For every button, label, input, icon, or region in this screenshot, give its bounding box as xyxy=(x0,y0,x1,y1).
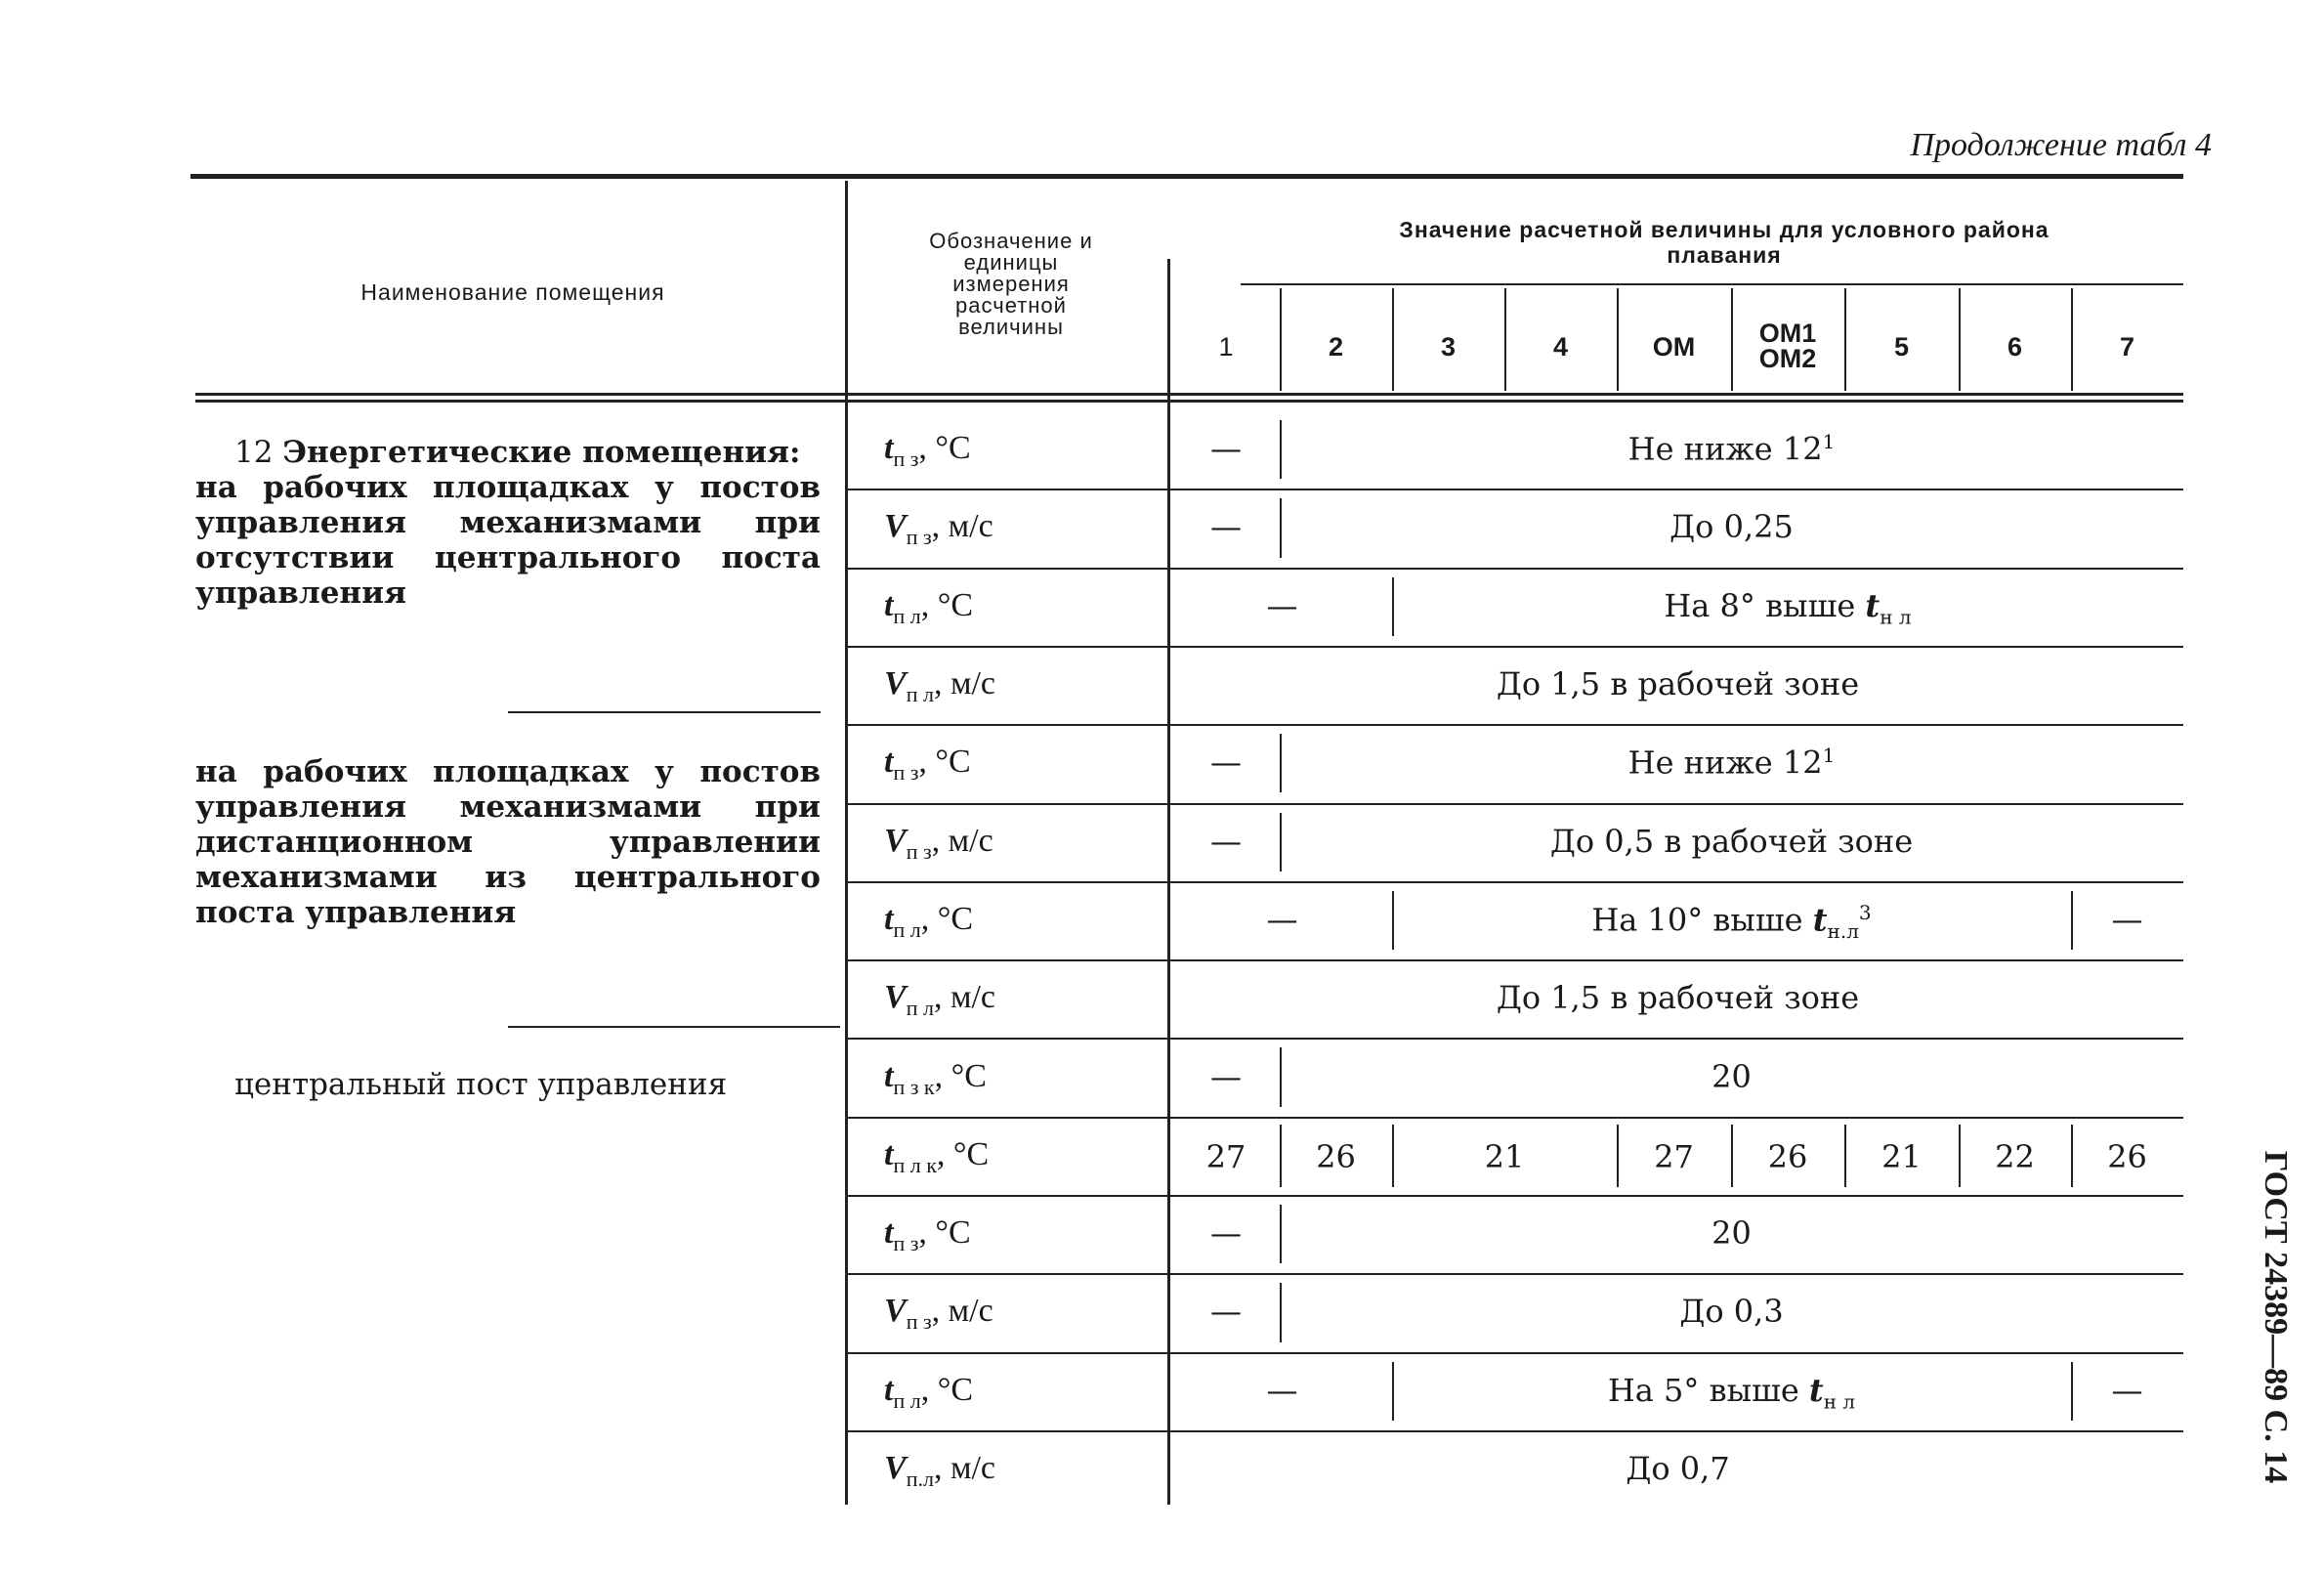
symbol-unit: , °С xyxy=(920,1371,973,1408)
row-symbol xyxy=(884,901,973,943)
value-cell: 21 xyxy=(1484,1137,1525,1175)
room-name-2-rest: на рабочих площадках у постов управления механизмами при дистанционном управлении механизмами из центрального поста управления xyxy=(195,754,821,930)
row-rule xyxy=(845,1195,2183,1197)
value-divider xyxy=(2071,891,2073,950)
row-symbol xyxy=(884,508,993,550)
region-divider xyxy=(2071,288,2073,391)
region-col-6: ОМ1 ОМ2 xyxy=(1758,319,1817,373)
dash-cell: — xyxy=(1210,430,1242,468)
continuation-label: Продолжение табл 4 xyxy=(1910,127,2212,163)
value-cell: 22 xyxy=(1995,1137,2035,1175)
row-rule xyxy=(845,803,2183,805)
value-text: До 0,25 xyxy=(1669,508,1794,546)
value-text: До 1,5 в рабочей зоне xyxy=(1496,979,1860,1017)
region-divider xyxy=(1959,288,1961,391)
symbol-subscript: п з xyxy=(893,1230,919,1255)
symbol-letter: V xyxy=(884,508,907,545)
value-divider xyxy=(1617,1125,1619,1187)
value-cell xyxy=(1280,823,2183,860)
value-cell: 26 xyxy=(1316,1137,1356,1175)
room-name-1-prefix: 12 xyxy=(234,435,283,470)
symbol-unit: , м/с xyxy=(933,665,996,702)
symbol-letter: V xyxy=(884,1450,907,1487)
region-col-4: 4 xyxy=(1552,332,1569,362)
value-symbol: t xyxy=(1865,586,1880,624)
region-divider xyxy=(1392,288,1394,391)
symbol-letter: t xyxy=(884,1135,894,1172)
row-rule xyxy=(845,724,2183,726)
region-col-7: 5 xyxy=(1893,332,1910,362)
dash-cell: — xyxy=(1210,822,1242,860)
symbol-unit: , °С xyxy=(920,900,973,937)
region-col-8: 6 xyxy=(2007,332,2023,362)
symbol-unit: , м/с xyxy=(931,822,993,859)
room-name-1-bold: Энергетические помещения: xyxy=(282,435,801,470)
value-subscript: н.л xyxy=(1827,918,1859,943)
row-rule xyxy=(845,1273,2183,1275)
symbol-letter: t xyxy=(884,1057,894,1094)
symbol-unit: , м/с xyxy=(933,1450,996,1487)
symbol-letter: t xyxy=(884,900,894,937)
dash-cell-7: — xyxy=(2111,900,2143,938)
row-rule xyxy=(845,1038,2183,1040)
symbol-unit: , м/с xyxy=(933,979,996,1016)
region-col-9: 7 xyxy=(2119,332,2135,362)
region-divider xyxy=(1504,288,1506,391)
value-footnote: 1 xyxy=(1822,744,1836,768)
symbol-subscript: п л xyxy=(906,681,934,706)
symbol-subscript: п л xyxy=(893,1387,921,1413)
row-rule xyxy=(845,881,2183,883)
dash-cell-7: — xyxy=(2111,1371,2143,1409)
value-text: 20 xyxy=(1711,1214,1752,1253)
row-rule xyxy=(845,1352,2183,1354)
value-text: Не ниже 12 xyxy=(1627,430,1823,468)
symbol-unit: , °С xyxy=(918,1214,971,1252)
value-cell xyxy=(1280,430,2183,468)
row-symbol xyxy=(884,587,973,629)
region-header-rule xyxy=(1241,283,2183,285)
value-cell xyxy=(1172,665,2183,702)
value-cell xyxy=(1280,1293,2183,1330)
value-footnote: 1 xyxy=(1822,430,1836,454)
symbol-unit: , °С xyxy=(934,1057,987,1094)
value-subscript: н л xyxy=(1880,605,1912,629)
region-divider xyxy=(1280,288,1282,391)
document-code xyxy=(2256,1122,2295,1512)
dash-cell: — xyxy=(1266,586,1298,624)
symbol-letter: t xyxy=(884,744,894,781)
dash-cell: — xyxy=(1210,508,1242,546)
symbol-subscript: п з xyxy=(906,525,932,550)
value-divider xyxy=(2071,1125,2073,1187)
value-cell xyxy=(1392,587,2183,628)
symbol-letter: V xyxy=(884,1293,907,1330)
top-rule xyxy=(190,174,2183,179)
row-rule xyxy=(845,489,2183,490)
region-col-3: 3 xyxy=(1440,332,1457,362)
symbol-letter: t xyxy=(884,586,894,623)
value-cell: 26 xyxy=(2107,1137,2147,1175)
header-bottom-rule-2 xyxy=(195,400,2183,403)
value-divider xyxy=(1959,1125,1961,1187)
room-name-2 xyxy=(195,754,821,930)
row-symbol xyxy=(884,1214,971,1256)
symbol-letter: t xyxy=(884,1371,894,1408)
dash-cell: — xyxy=(1210,744,1242,782)
value-cell: 27 xyxy=(1654,1137,1694,1175)
dash-cell: — xyxy=(1266,1371,1298,1409)
row-symbol xyxy=(884,430,971,472)
symbol-subscript: п з xyxy=(893,446,919,471)
symbol-subscript: п з к xyxy=(893,1074,935,1099)
region-divider xyxy=(1844,288,1846,391)
value-divider xyxy=(1844,1125,1846,1187)
value-cell xyxy=(1280,508,2183,545)
symbol-unit: , °С xyxy=(936,1135,990,1172)
row-symbol xyxy=(884,744,971,786)
room-name-3-rest: центральный пост управления xyxy=(234,1067,728,1102)
room-name-1 xyxy=(195,435,821,611)
value-cell xyxy=(1172,979,2183,1016)
symbol-subscript: п з xyxy=(906,1309,932,1335)
value-text: Не ниже 12 xyxy=(1627,744,1823,782)
row-rule xyxy=(845,1117,2183,1119)
symbol-subscript: п л xyxy=(893,916,921,942)
symbol-unit: , м/с xyxy=(931,508,993,545)
symbol-subscript: п з xyxy=(906,838,932,864)
symbol-letter: t xyxy=(884,430,894,467)
col-values-header: Значение расчетной величины для условного района плавания xyxy=(1399,217,2049,268)
value-subscript: н л xyxy=(1823,1389,1856,1414)
value-cell xyxy=(1392,1372,2071,1413)
value-text: До 1,5 в рабочей зоне xyxy=(1496,665,1860,703)
symbol-subscript: п.л xyxy=(906,1466,934,1491)
col-divider-name xyxy=(845,181,848,1505)
symbol-subscript: п з xyxy=(893,760,919,786)
dash-cell: — xyxy=(1210,1057,1242,1095)
dash-cell: — xyxy=(1266,900,1298,938)
value-text: На 8° выше xyxy=(1664,586,1866,624)
value-text: 20 xyxy=(1711,1057,1752,1095)
row-rule xyxy=(845,568,2183,570)
value-text: До 0,5 в рабочей зоне xyxy=(1549,822,1914,860)
row-rule xyxy=(845,959,2183,961)
row-symbol xyxy=(884,1372,973,1414)
value-divider xyxy=(1280,1125,1282,1187)
row-symbol xyxy=(884,1058,987,1100)
row-symbol xyxy=(884,665,995,707)
room-divider-2 xyxy=(508,1026,840,1028)
value-cell xyxy=(1392,901,2071,943)
dash-cell: — xyxy=(1210,1214,1242,1253)
row-symbol xyxy=(884,1293,993,1335)
value-cell: 27 xyxy=(1205,1137,1247,1175)
room-divider-1 xyxy=(508,711,821,713)
region-divider xyxy=(1731,288,1733,391)
symbol-subscript: п л xyxy=(893,603,921,628)
symbol-letter: t xyxy=(884,1214,894,1252)
col-name-header: Наименование помещения xyxy=(360,279,665,305)
value-symbol: t xyxy=(1812,901,1828,939)
row-symbol xyxy=(884,823,993,865)
region-col-1: 1 xyxy=(1218,332,1234,362)
symbol-unit: , °С xyxy=(920,586,973,623)
value-divider xyxy=(1392,1125,1394,1187)
symbol-subscript: п л к xyxy=(893,1152,937,1177)
row-rule xyxy=(845,646,2183,648)
symbol-letter: V xyxy=(884,822,907,859)
region-divider xyxy=(1617,288,1619,391)
value-cell: 26 xyxy=(1767,1137,1808,1175)
symbol-letter: V xyxy=(884,665,907,702)
value-divider xyxy=(1731,1125,1733,1187)
region-col-2: 2 xyxy=(1328,332,1344,362)
symbol-subscript: п л xyxy=(906,996,934,1021)
symbol-unit: , °С xyxy=(918,430,971,467)
header-bottom-rule xyxy=(195,393,2183,396)
row-symbol xyxy=(884,1450,995,1492)
value-divider xyxy=(2071,1362,2073,1421)
document-code-text: ГОСТ 24389—89 С. 14 xyxy=(2258,1150,2294,1484)
room-name-3 xyxy=(234,1067,821,1102)
row-symbol xyxy=(884,979,995,1021)
value-text: До 0,7 xyxy=(1626,1450,1730,1488)
symbol-unit: , °С xyxy=(918,744,971,781)
value-cell xyxy=(1280,744,2183,782)
value-cell xyxy=(1280,1214,2183,1252)
value-cell: 21 xyxy=(1881,1137,1922,1175)
row-rule xyxy=(845,1430,2183,1432)
dash-cell: — xyxy=(1210,1293,1242,1331)
symbol-letter: V xyxy=(884,979,907,1016)
value-cell xyxy=(1280,1058,2183,1095)
value-cell xyxy=(1172,1450,2183,1487)
value-footnote: 3 xyxy=(1858,900,1872,924)
value-symbol: t xyxy=(1808,1371,1824,1409)
col-symbol-header: Обозначение и единицы измерения расчетной величины xyxy=(929,229,1093,339)
value-text: На 5° выше xyxy=(1607,1371,1809,1409)
region-col-5: ОМ xyxy=(1652,332,1696,362)
row-symbol xyxy=(884,1136,989,1178)
value-text: До 0,3 xyxy=(1679,1293,1784,1331)
value-text: На 10° выше xyxy=(1591,901,1813,939)
room-name-1-rest: на рабочих площадках у постов управления механизмами при отсутствии центрального поста управления xyxy=(195,470,821,611)
symbol-unit: , м/с xyxy=(931,1293,993,1330)
